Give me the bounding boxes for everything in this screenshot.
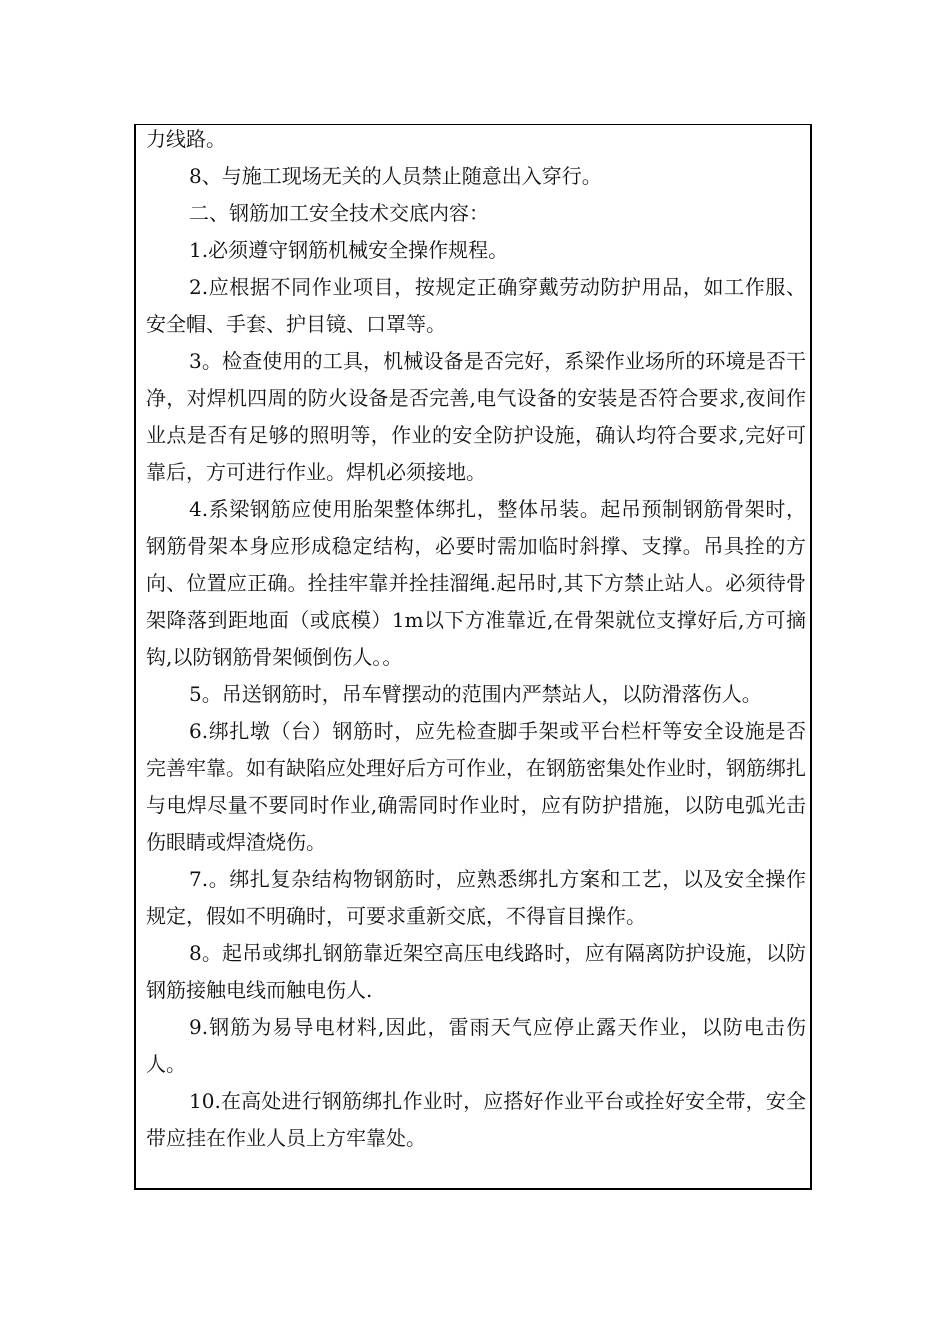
paragraph-item-2: 2.应根据不同作业项目，按规定正确穿戴劳动防护用品，如工作服、安全帽、手套、护目镜、口罩等。 [146, 275, 806, 336]
paragraph-item-8-unrelated-personnel: 8、与施工现场无关的人员禁止随意出入穿行。 [189, 164, 602, 188]
paragraph-item-4: 4.系梁钢筋应使用胎架整体绑扎，整体吊装。起吊预制钢筋骨架时，钢筋骨架本身应形成稳定结构，必要时需加临时斜撑、支撑。吊具拴的方向、位置应正确。拴挂牢靠并拴挂溜绳.起吊时,其下方禁止站人。必须待骨架降落到距地面（或底模）1m以下方准靠近,在骨架就位支撑好后,方可摘钩,以防钢筋骨架倾倒伤人。。 [146, 497, 806, 669]
document-body [146, 121, 806, 1157]
paragraph-item-6: 6.绑扎墩（台）钢筋时，应先检查脚手架或平台栏杆等安全设施是否完善牢靠。如有缺陷应处理好后方可作业，在钢筋密集处作业时，钢筋绑扎与电焊尽量不要同时作业,确需同时作业时，应有防护措施，以防电弧光击伤眼睛或焊渣烧伤。 [146, 719, 806, 854]
paragraph-item-10: 10.在高处进行钢筋绑扎作业时，应搭好作业平台或拴好安全带，安全带应挂在作业人员上方牢靠处。 [146, 1089, 806, 1150]
paragraph-item-8: 8。起吊或绑扎钢筋靠近架空高压电线路时，应有隔离防护设施，以防钢筋接触电线而触电伤人. [146, 941, 806, 1002]
document-table-cell [134, 124, 812, 1190]
paragraph-item-3: 3。检查使用的工具，机械设备是否完好，系梁作业场所的环境是否干净，对焊机四周的防火设备是否完善,电气设备的安装是否符合要求,夜间作业点是否有足够的照明等，作业的安全防护设施，确认均符合要求,完好可靠后，方可进行作业。焊机必须接地。 [146, 349, 806, 484]
paragraph-continuation: 力线路。 [146, 127, 226, 151]
paragraph-item-1: 1.必须遵守钢筋机械安全操作规程。 [189, 238, 509, 262]
paragraph-item-9: 9.钢筋为易导电材料,因此，雷雨天气应停止露天作业，以防电击伤人。 [146, 1015, 806, 1076]
paragraph-item-5: 5。吊送钢筋时，吊车臂摆动的范围内严禁站人，以防滑落伤人。 [189, 682, 762, 706]
paragraph-item-7: 7.。绑扎复杂结构物钢筋时，应熟悉绑扎方案和工艺，以及安全操作规定，假如不明确时，可要求重新交底，不得盲目操作。 [146, 867, 806, 928]
section-heading-rebar-safety: 二、钢筋加工安全技术交底内容： [189, 201, 489, 225]
